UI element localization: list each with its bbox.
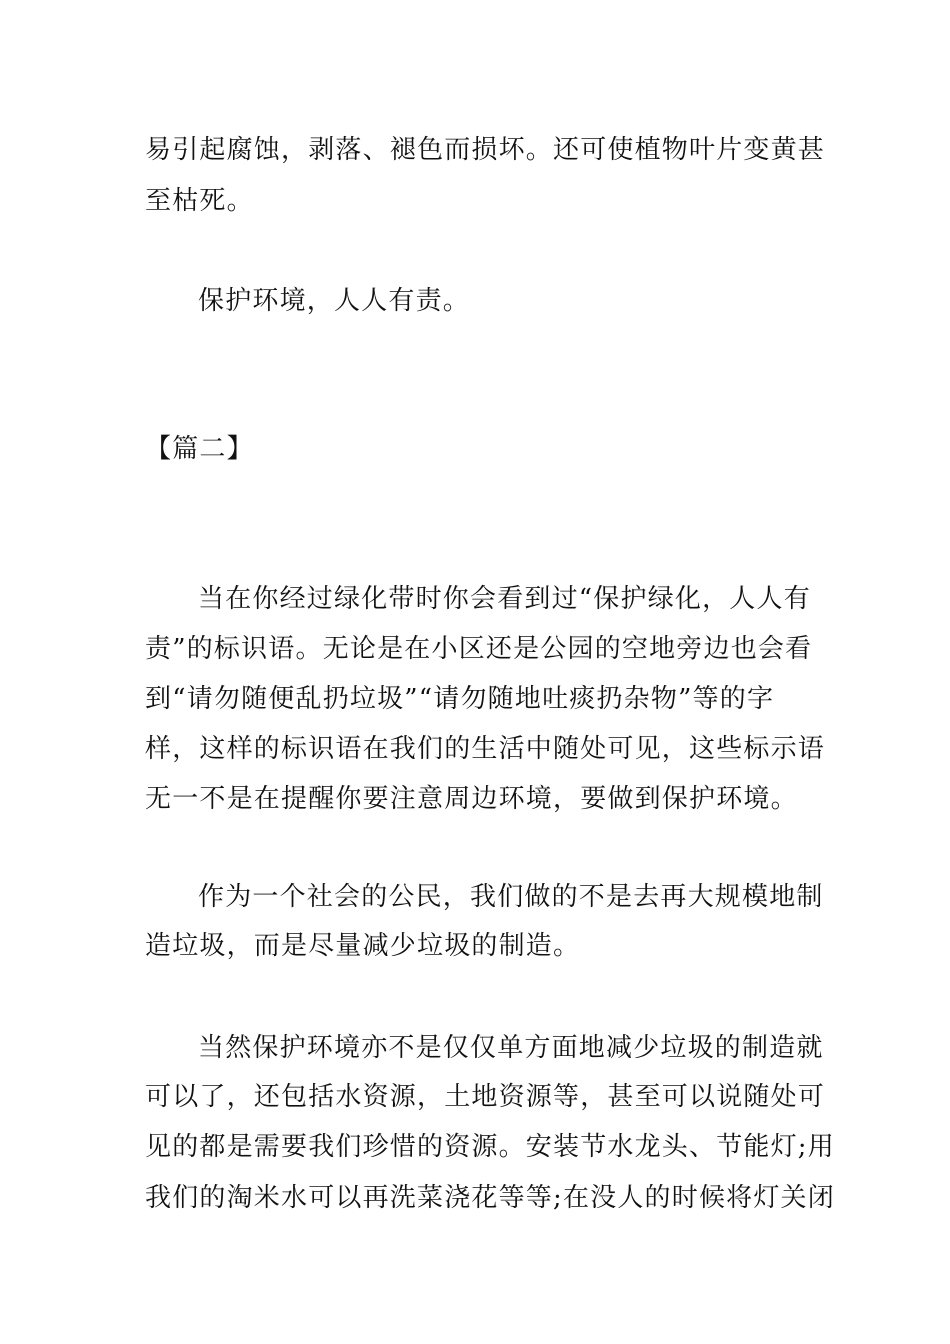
- text-line: 易引起腐蚀，剥落、褪色而损坏。还可使植物叶片变黄甚: [145, 135, 826, 165]
- text-line: 无一不是在提醒你要注意周边环境，要做到保护环境。: [145, 784, 798, 814]
- text-line: 保护环境，人人有责。: [198, 286, 471, 316]
- text-line: 责”的标识语。无论是在小区还是公园的空地旁边也会看: [145, 634, 813, 664]
- section-heading: 【篇二】: [145, 434, 254, 464]
- text-line: 样，这样的标识语在我们的生活中随处可见，这些标示语: [145, 734, 826, 764]
- text-line: 可以了，还包括水资源，土地资源等，甚至可以说随处可: [145, 1082, 826, 1112]
- text-line: 至枯死。: [145, 186, 254, 216]
- text-line: 当然保护环境亦不是仅仅单方面地减少垃圾的制造就: [198, 1033, 824, 1063]
- text-line: 到“请勿随便乱扔垃圾”“请勿随地吐痰扔杂物”等的字: [145, 684, 775, 714]
- text-line: 见的都是需要我们珍惜的资源。安装节水龙头、节能灯;用: [145, 1132, 835, 1162]
- text-line: 当在你经过绿化带时你会看到过“保护绿化，人人有: [198, 584, 811, 614]
- text-line: 作为一个社会的公民，我们做的不是去再大规模地制: [198, 882, 824, 912]
- text-line: 造垃圾，而是尽量减少垃圾的制造。: [145, 931, 581, 961]
- text-line: 我们的淘米水可以再洗菜浇花等等;在没人的时候将灯关闭: [145, 1183, 835, 1213]
